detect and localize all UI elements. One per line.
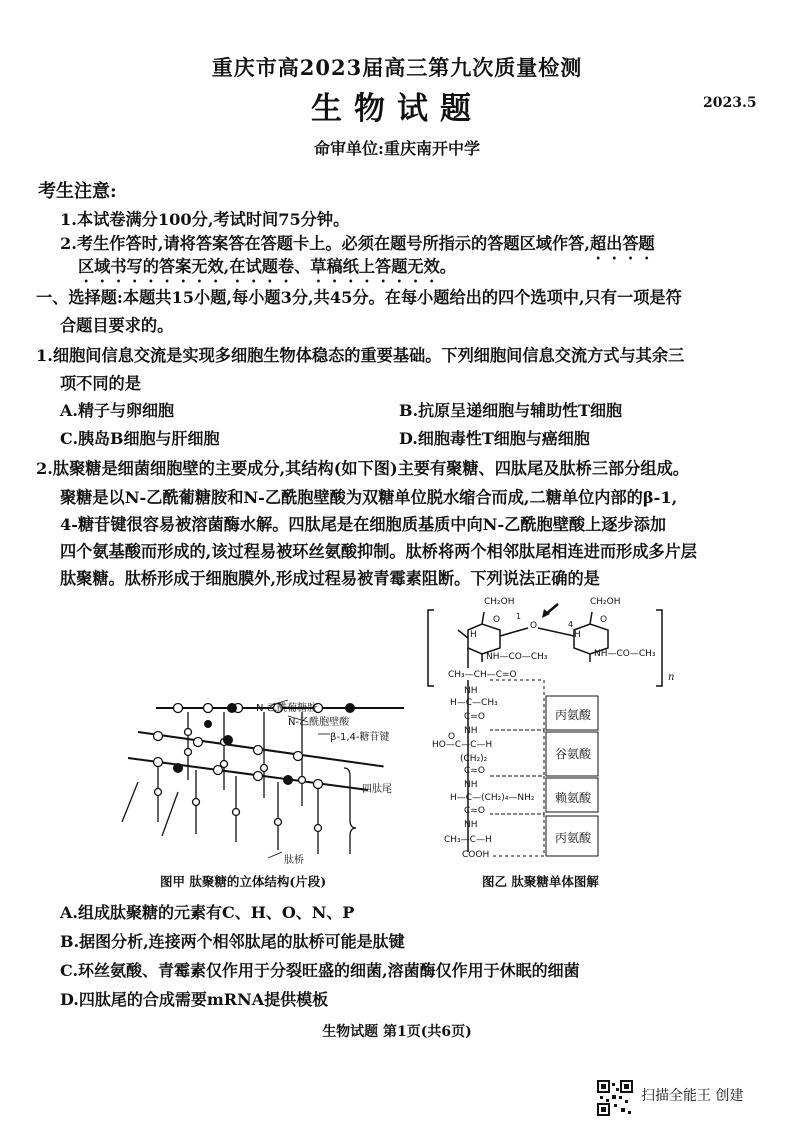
tail-bracket xyxy=(344,768,356,854)
lys-carbonyl: C=O xyxy=(464,806,485,816)
glycan-strands xyxy=(128,708,404,790)
ala2-nh: NH xyxy=(464,820,478,830)
amino-acid-label-3: 赖氨酸 xyxy=(555,791,592,805)
setter-line: 命审单位:重庆南开中学 xyxy=(314,139,480,158)
notice-item-2-b: 超出答题 xyxy=(589,234,655,253)
figure-b-caption: 图乙 肽聚糖单体图解 xyxy=(482,874,599,889)
amino-acid-label-2: 谷氨酸 xyxy=(555,747,592,761)
lactyl-group: CH₃—CH—C=O xyxy=(448,670,517,680)
amino-acid-label-4: 丙氨酸 xyxy=(555,831,592,845)
glu-carbonyl: C=O xyxy=(464,766,485,776)
carbon-4-label: 4 xyxy=(568,620,574,629)
subject-title: 生物试题 xyxy=(311,91,483,127)
q1-option-b: B.抗原呈递细胞与辅助性T细胞 xyxy=(399,401,623,420)
acetamido-2: NH—CO—CH₃ xyxy=(594,649,656,659)
page-footer: 生物试题 第1页(共6页) xyxy=(322,1024,472,1040)
q1-option-c: C.胰岛B细胞与肝细胞 xyxy=(60,429,220,448)
ala1-alpha-carbon: H—C—CH₃ xyxy=(450,698,498,708)
section1-line-2: 合题目要求的。 xyxy=(60,316,174,335)
figure-a-caption: 图甲 肽聚糖的立体结构(片段) xyxy=(160,874,327,889)
ch2oh-2: CH₂OH xyxy=(590,597,621,607)
label-peptide-bridge: 肽桥 xyxy=(284,855,304,866)
lys-alpha-carbon: H—C—(CH₂)₄—NH₂ xyxy=(450,793,535,803)
leader-line-bridge xyxy=(268,852,282,858)
q2-option-a: A.组成肽聚糖的元素有C、H、O、N、P xyxy=(60,903,355,922)
q1-option-d: D.细胞毒性T细胞与癌细胞 xyxy=(399,429,590,448)
label-glycosidic-bond: β-1,4-糖苷键 xyxy=(330,732,390,743)
q2-option-c: C.环丝氨酸、青霉素仅作用于分裂旺盛的细菌,溶菌酶仅作用于休眠的细菌 xyxy=(60,961,580,980)
ala1-nh: NH xyxy=(464,686,478,696)
ala1-carbonyl: C=O xyxy=(464,712,485,722)
ala2-alpha-carbon: CH₃—C—H xyxy=(444,835,492,845)
qr-code-icon xyxy=(597,1080,633,1116)
acetamido-1: NH—CO—CH₃ xyxy=(486,652,548,662)
figure-b-diagram xyxy=(424,600,684,870)
exam-title: 重庆市高2023届高三第九次质量检测 xyxy=(211,55,583,80)
glu-nh: NH xyxy=(464,726,478,736)
q2-stem-1: 2.肽聚糖是细菌细胞壁的主要成分,其结构(如下图)主要有聚糖、四肽尾及肽桥三部分组成。 xyxy=(36,459,689,478)
q2-option-b: B.据图分析,连接两个相邻肽尾的肽桥可能是肽键 xyxy=(60,932,405,951)
glu-carboxyl-o: O xyxy=(448,732,456,742)
q2-option-d: D.四肽尾的合成需要mRNA提供模板 xyxy=(60,990,329,1009)
notice-item-1: 1.本试卷满分100分,考试时间75分钟。 xyxy=(60,210,350,229)
label-glcnac: N-乙酰葡糖胺 xyxy=(256,703,318,714)
glu-side-chain: (CH₂)₂ xyxy=(460,754,488,764)
q2-stem-5: 肽聚糖。肽桥形成于细胞膜外,形成过程易被青霉素阻断。下列说法正确的是 xyxy=(60,569,600,588)
q1-stem-1: 1.细胞间信息交流是实现多细胞生物体稳态的重要基础。下列细胞间信息交流方式与其余三 xyxy=(36,346,685,365)
ala2-carboxyl: COOH xyxy=(462,850,490,860)
q1-option-a: A.精子与卵细胞 xyxy=(60,401,174,420)
glu-alpha-carbon: HO—C—C—H xyxy=(432,740,493,750)
label-tetrapeptide: 四肽尾 xyxy=(362,784,392,795)
notice-item-2-c: 区域书写的答案无效,在试题卷、草稿纸上答题无效。 xyxy=(78,257,456,276)
hydrogen-2: H xyxy=(574,630,581,640)
notice-heading: 考生注意: xyxy=(38,181,117,202)
q2-stem-4: 四个氨基酸而形成的,该过程易被环丝氨酸抑制。肽桥将两个相邻肽尾相连进而形成多片层 xyxy=(60,542,697,561)
carbon-1-label: 1 xyxy=(516,612,522,621)
notice-item-2-a: 2.考生作答时,请将答案答在答题卡上。必须在题号所指示的答题区域作答, xyxy=(60,234,590,253)
q2-stem-3: 4-糖苷键很容易被溶菌酶水解。四肽尾是在细胞质基质中向N-乙酰胞壁酸上逐步添加 xyxy=(60,515,667,534)
repeat-subscript: n xyxy=(668,672,675,683)
q1-stem-2: 项不同的是 xyxy=(60,374,141,393)
hydrogen-1: H xyxy=(470,630,477,640)
linkage-oxygen: O xyxy=(530,621,538,631)
amino-acid-label-1: 丙氨酸 xyxy=(555,708,592,722)
lys-nh: NH xyxy=(464,780,478,790)
section1-line-1: 一、选择题:本题共15小题,每小题3分,共45分。在每小题给出的四个选项中,只有一项是符 xyxy=(36,288,682,307)
q2-stem-2: 聚糖是以N-乙酰葡糖胺和N-乙酰胞壁酸为双糖单位脱水缩合而成,二糖单位内部的β-1, xyxy=(60,488,678,507)
ring-1-oxygen: O xyxy=(493,615,501,625)
exam-date: 2023.5 xyxy=(703,95,757,111)
scanner-watermark: 扫描全能王 创建 xyxy=(641,1088,744,1104)
label-murnac: N-乙酰胞壁酸 xyxy=(288,717,350,728)
ring-2-oxygen: O xyxy=(600,615,608,625)
ch2oh-1: CH₂OH xyxy=(484,597,515,607)
